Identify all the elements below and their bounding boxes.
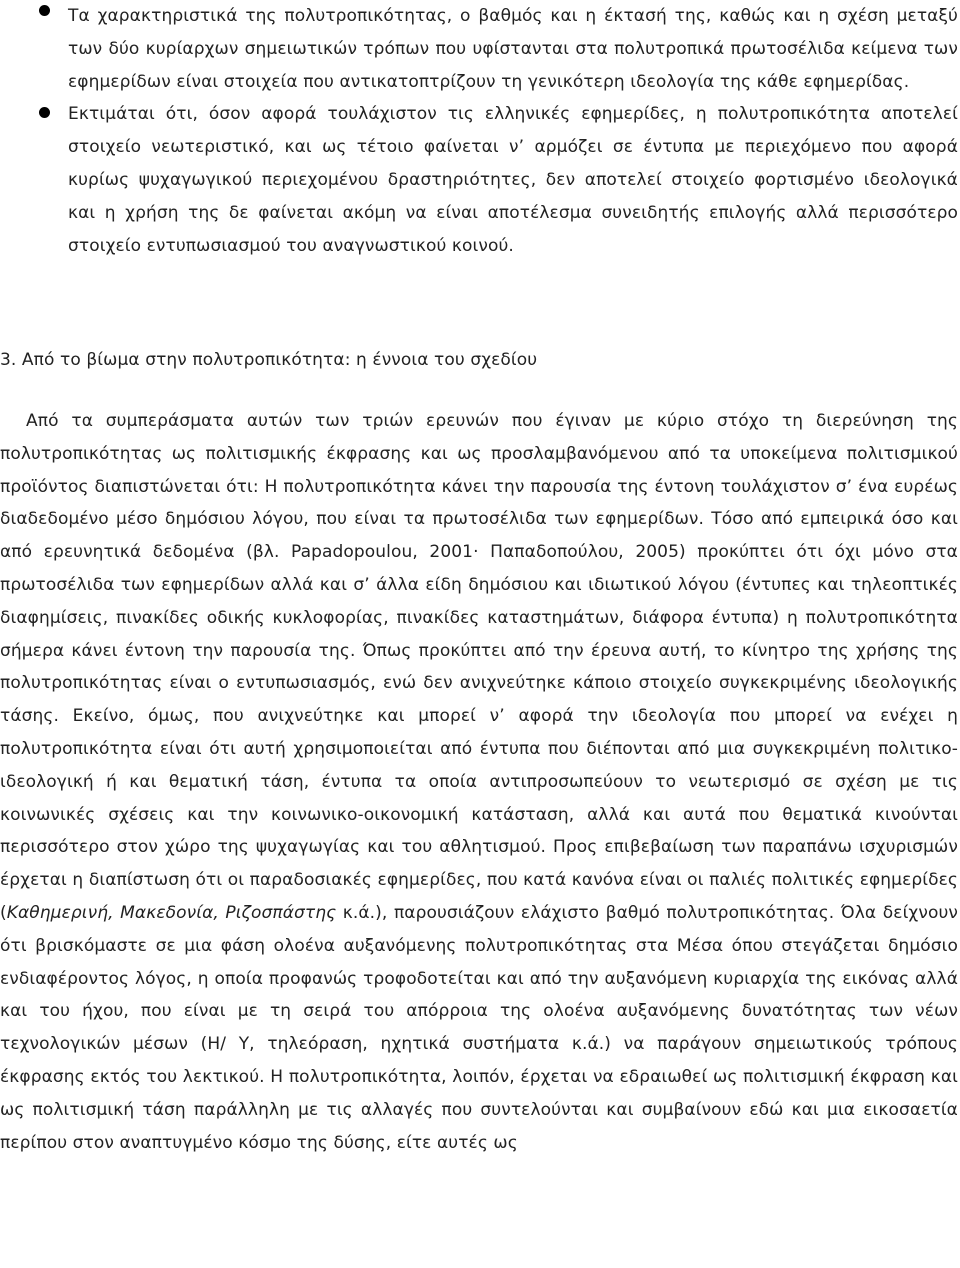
paragraph-text-part-2: κ.ά.), παρουσιάζουν ελάχιστο βαθμό πολυτροπικότητας. Όλα δείχνουν ότι βρισκόμαστε σε μια φάση ολοένα αυξανόμενης πολυτροπικότητας στα Μέσα όπου στεγάζεται δημόσιο ενδιαφέροντος λόγος, η οποία προφανώς τροφοδοτείται και από την αυξανόμενη κυριαρχία της εικόνας αλλά και του ήχου, που είναι με τη σειρά του απόρροια της ολοένα αυξανόμενης δυνατότητας των νέων τεχνολογικών μέσων (Η/ Υ, τηλεόραση, ηχητικά συστήματα κ.ά.) να παράγουν σημειωτικούς τρόπους έκφρασης εκτός του λεκτικού. Η πολυτροπικότητα, λοιπόν, έρχεται να εδραιωθεί ως πολιτισμική έκφραση και ως πολιτισμική τάση παράλληλη με τις αλλαγές που συντελούνται και συμβαίνουν εδώ και μια εικοσαετία περίπου στον αναπτυγμένο κόσμο της δύσης, είτε αυτές ως	[0, 902, 958, 1153]
bullet-dot-icon	[39, 107, 50, 118]
body-paragraph	[0, 405, 958, 1159]
section-heading: 3. Από το βίωμα στην πολυτροπικότητα: η έννοια του σχεδίου	[0, 350, 538, 370]
bullet-text: Τα χαρακτηριστικά της πολυτροπικότητας, ο βαθμός και η έκτασή της, καθώς και η σχέση μεταξύ των δύο κυρίαρχων σημειωτικών τρόπων που υφίστανται στα πολυτροπικά πρωτοσέλιδα κείμενα των εφημερίδων είναι στοιχεία που αντικατοπτρίζουν τη γενικότερη ιδεολογία της κάθε εφημερίδας.	[68, 6, 958, 92]
newspaper-names: Καθημερινή, Μακεδονία, Ριζοσπάστης	[6, 902, 337, 923]
paragraph-text-part-1: Από τα συμπεράσματα αυτών των τριών ερευνών που έγιναν με κύριο στόχο τη διερεύνηση της πολυτροπικότητας ως πολιτισμικής έκφρασης και ως προσλαμβανόμενου από τα υποκείμενα πολιτισμικού προϊόντος διαπιστώνεται ότι: Η πολυτροπικότητα κάνει την παρουσία της έντονη τουλάχιστον σ’ ένα ευρέως διαδεδομένο μέσο δημόσιου λόγου, που είναι τα πρωτοσέλιδα των εφημερίδων. Τόσο από εμπειρικά όσο και από ερευνητικά δεδομένα (βλ. Papadopoulou, 2001· Παπαδοπούλου, 2005) προκύπτει ότι όχι μόνο στα πρωτοσέλιδα των εφημερίδων αλλά και σ’ άλλα είδη δημόσιου και ιδιωτικού λόγου (έντυπες και τηλεοπτικές διαφημίσεις, πινακίδες οδικής κυκλοφορίας, πινακίδες καταστημάτων, διάφορα έντυπα) η πολυτροπικότητα σήμερα κάνει έντονη την παρουσία της. Όπως προκύπτει από την έρευνα αυτή, το κίνητρο της χρήσης της πολυτροπικότητας είναι ο εντυπωσιασμός, ενώ δεν ανιχνεύτηκε κάποιο στοιχείο συγκεκριμένης ιδεολογικής τάσης. Εκείνο, όμως, που ανιχνεύτηκε και μπορεί ν’ αφορά την ιδεολογία που μπορεί να ενέχει η πολυτροπικότητα είναι ότι αυτή χρησιμοποιείται από έντυπα που διέπονται από μια συγκεκριμένη πολιτικο-ιδεολογική ή και θεματική τάση, έντυπα τα οποία αντιπροσωπεύουν το νεωτερισμό σε σχέση με τις κοινωνικές σχέσεις και την κοινωνικο-οικονομική κατάσταση, αλλά και αυτά που θεματικά κινούνται περισσότερο στον χώρο της ψυχαγωγίας και του αθλητισμού. Προς επιβεβαίωση των παραπάνω ισχυρισμών έρχεται η διαπίστωση ότι οι παραδοσιακές εφημερίδες, που κατά κανόνα είναι οι παλιές πολιτικές εφημερίδες (	[0, 411, 958, 923]
bullet-item	[0, 98, 960, 262]
conclusions-bullet-list	[0, 0, 960, 262]
bullet-item	[0, 0, 960, 98]
bullet-text: Εκτιμάται ότι, όσον αφορά τουλάχιστον τις ελληνικές εφημερίδες, η πολυτροπικότητα αποτελεί στοιχείο νεωτεριστικό, και ως τέτοιο φαίνεται ν’ αρμόζει σε έντυπα με περιεχόμενο που αφορά κυρίως ψυχαγωγικού περιεχομένου δραστηριότητες, δεν αποτελεί στοιχείο φορτισμένο ιδεολογικά και η χρήση της δε φαίνεται ακόμη να είναι αποτέλεσμα συνειδητής επιλογής αλλά περισσότερο στοιχείο εντυπωσιασμού του αναγνωστικού κοινού.	[68, 104, 958, 256]
bullet-dot-icon	[39, 5, 50, 16]
